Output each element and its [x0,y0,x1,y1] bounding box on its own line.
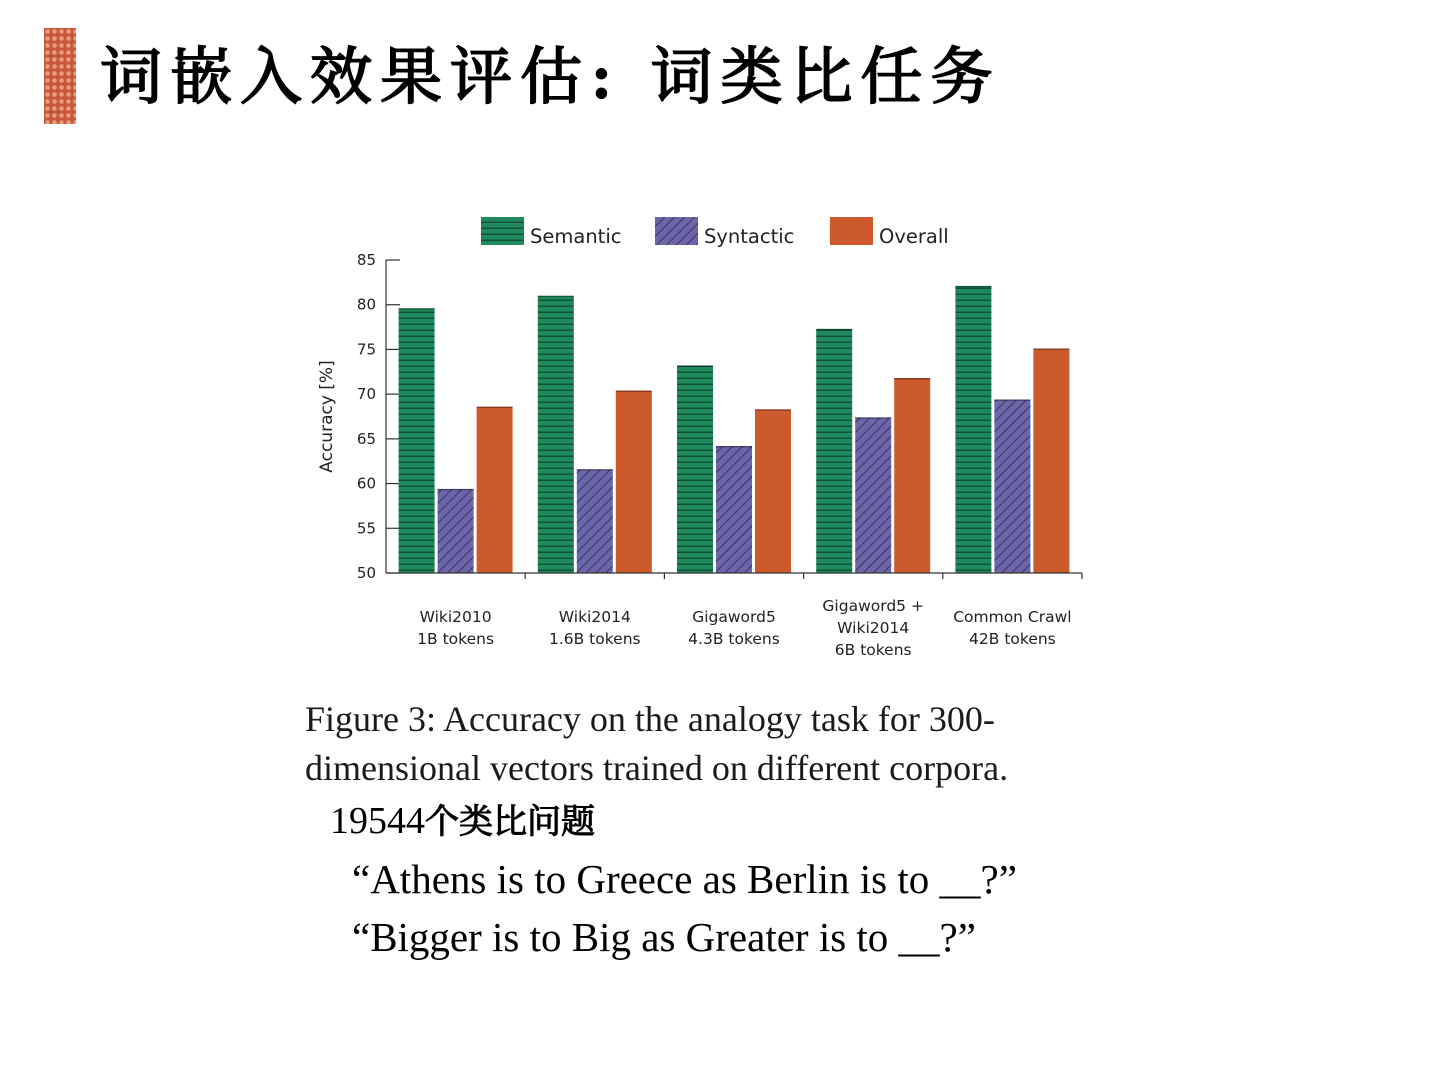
y-tick-label: 70 [356,385,376,404]
chart-legend [481,217,949,248]
analogy-example-1: “Athens is to Greece as Berlin is to __?” [352,856,1017,902]
x-category-label: Gigaword5 + [822,597,924,615]
y-tick-label: 80 [356,295,376,314]
legend-swatch-syntactic [655,217,698,245]
bars [399,286,1070,573]
y-tick-label: 55 [356,519,376,538]
question-count-suffix: 个类比问题 [425,802,595,842]
x-category-label: 6B tokens [834,641,912,659]
x-category-label: Wiki2010 [419,608,492,626]
bar-syntactic [716,446,752,573]
bar-syntactic [438,489,474,573]
bar-semantic [399,308,435,573]
x-category-label: Wiki2014 [837,619,910,637]
x-category-label: Gigaword5 [692,608,776,626]
bar-semantic [955,286,991,573]
y-tick-label: 60 [356,474,376,493]
x-category-label: Common Crawl [953,608,1072,626]
analogy-question-count [330,796,595,847]
x-category-label: 1.6B tokens [548,630,641,648]
x-category-label: 1B tokens [417,630,495,648]
legend-label-syntactic: Syntactic [704,225,795,248]
bar-semantic [538,296,574,573]
x-category-label: Wiki2014 [558,608,631,626]
legend-label-overall: Overall [879,225,949,248]
y-axis [317,251,400,582]
y-tick-label: 50 [356,564,376,582]
bar-overall [755,409,791,573]
bar-overall [894,378,930,573]
y-tick-label: 65 [356,429,376,448]
x-category-label: 42B tokens [969,630,1056,648]
slide-title: 词嵌入效果评估: 词类比任务 [100,40,1001,113]
figure-caption: Figure 3: Accuracy on the analogy task for 300-dimensional vectors trained on different corpora. [305,699,1009,788]
question-count-number: 19544 [330,800,425,842]
legend-label-semantic: Semantic [530,225,622,248]
analogy-accuracy-chart [300,205,1120,675]
bar-syntactic [577,469,613,573]
y-axis-title: Accuracy [%] [317,360,337,473]
bar-overall [477,407,513,573]
analogy-example-2: “Bigger is to Big as Greater is to __?” [352,914,976,960]
bar-syntactic [994,400,1030,573]
bar-overall [616,391,652,573]
bar-overall [1033,349,1069,573]
y-tick-label: 75 [356,340,376,359]
bar-semantic [816,329,852,573]
x-category-label: 4.3B tokens [688,630,780,648]
bar-semantic [677,366,713,573]
x-axis [386,573,1082,659]
legend-swatch-overall [830,217,873,245]
title-accent-bar [44,28,76,124]
bar-syntactic [855,417,891,573]
y-tick-label: 85 [356,251,376,269]
legend-swatch-semantic [481,217,524,245]
